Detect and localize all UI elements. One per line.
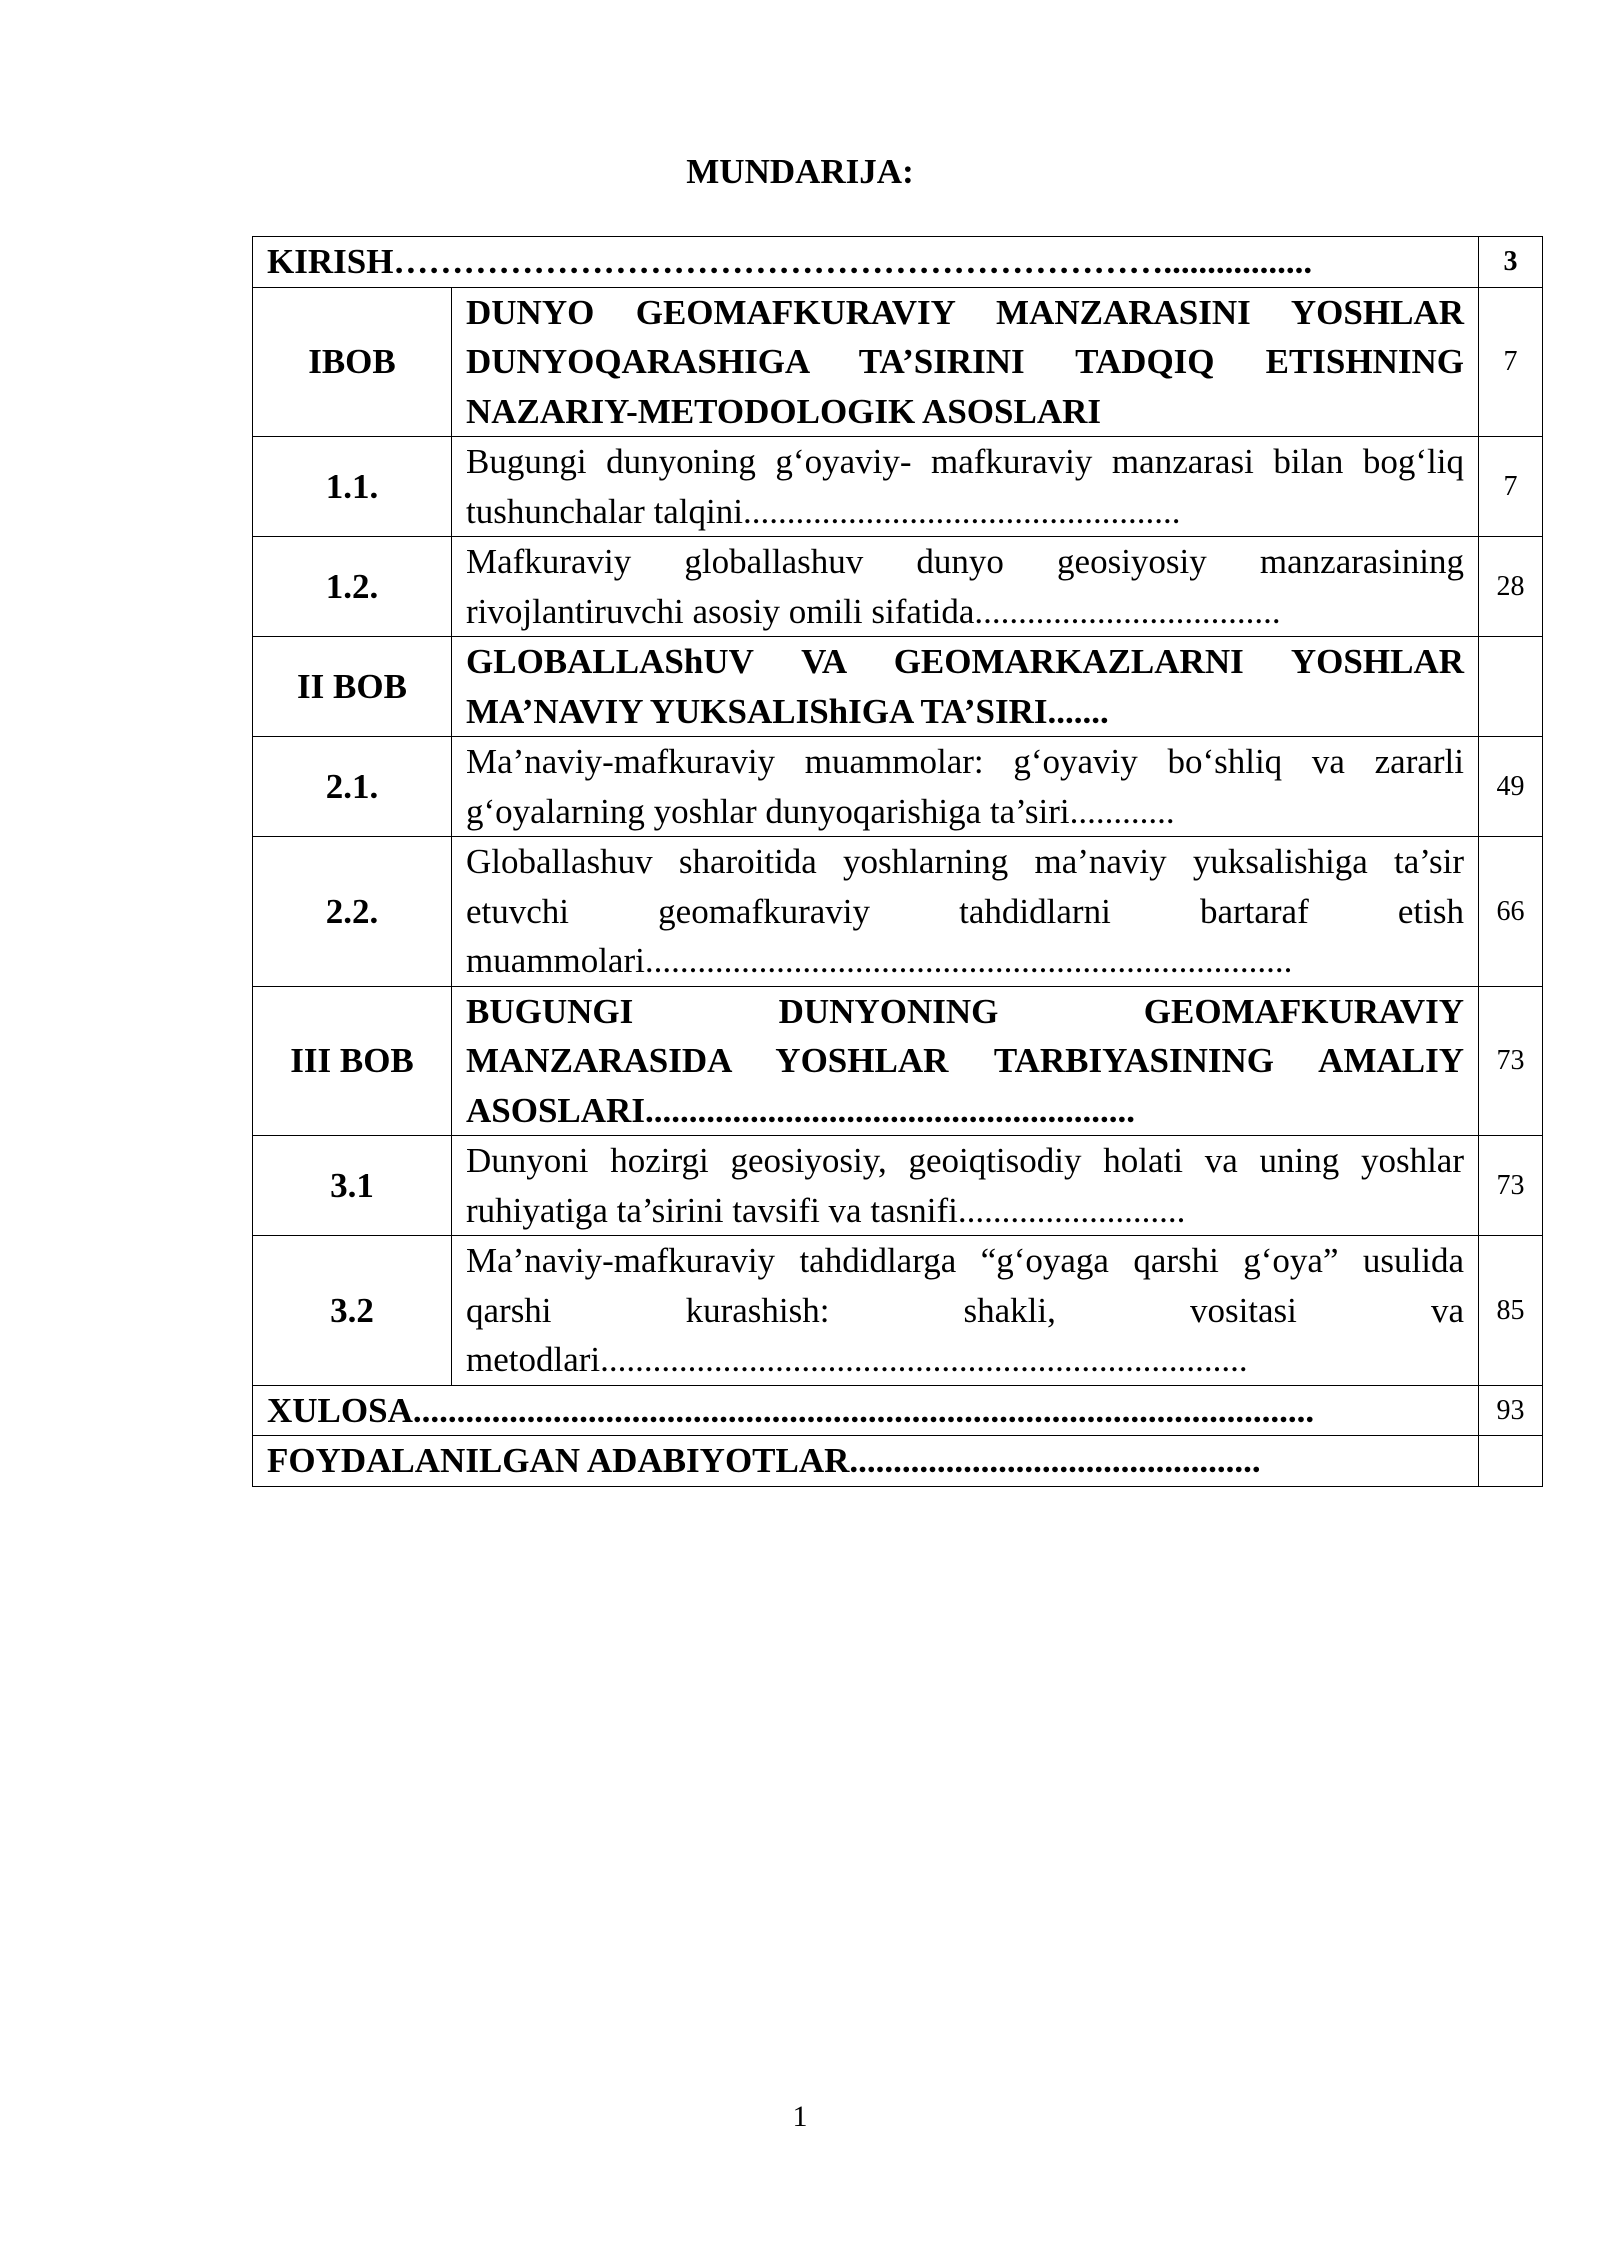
toc-entry-label: KIRISH…………………………………………………………................. — [253, 237, 1479, 288]
toc-page-number: 73 — [1479, 1136, 1543, 1236]
toc-row-kirish — [253, 237, 1543, 288]
section-number: 1.2. — [253, 537, 452, 637]
toc-page-number: 85 — [1479, 1236, 1543, 1386]
chapter-title: BUGUNGI DUNYONING GEOMAFKURAVIY MANZARASIDA YOSHLAR TARBIYASINING AMALIY ASOSLARI........................................................ — [452, 986, 1479, 1136]
toc-page-number: 66 — [1479, 837, 1543, 987]
section-number: 3.2 — [253, 1236, 452, 1386]
toc-row-section-3-1 — [253, 1136, 1543, 1236]
chapter-number: IBOB — [253, 287, 452, 437]
toc-page-number: 28 — [1479, 537, 1543, 637]
section-number: 2.2. — [253, 837, 452, 987]
toc-row-chapter-3 — [253, 986, 1543, 1136]
toc-page-number — [1479, 1436, 1543, 1487]
toc-page-number: 49 — [1479, 737, 1543, 837]
toc-page-number: 3 — [1479, 237, 1543, 288]
section-title: Dunyoni hozirgi geosiyosiy, geoiqtisodiy holati va uning yoshlar ruhiyatiga ta’sirini tavsifi va tasnifi.......................... — [452, 1136, 1479, 1236]
toc-row-chapter-1 — [253, 287, 1543, 437]
toc-page-number — [1479, 637, 1543, 737]
toc-row-section-2-2 — [253, 837, 1543, 987]
toc-row-section-1-1 — [253, 437, 1543, 537]
section-number: 2.1. — [253, 737, 452, 837]
table-of-contents — [252, 236, 1543, 1487]
section-title: Mafkuraviy globallashuv dunyo geosiyosiy manzarasining rivojlantiruvchi asosiy omili sifatida................................... — [452, 537, 1479, 637]
section-title: Ma’naviy-mafkuraviy tahdidlarga “g‘oyaga qarshi g‘oya” usulida qarshi kurashish: shakli, vositasi va metodlari.......................................................................... — [452, 1236, 1479, 1386]
toc-row-section-1-2 — [253, 537, 1543, 637]
section-title: Globallashuv sharoitida yoshlarning ma’naviy yuksalishiga ta’sir etuvchi geomafkuraviy tahdidlarni bartaraf etish muammolari.......................................................................... — [452, 837, 1479, 987]
chapter-title: GLOBALLAShUV VA GEOMARKAZLARNI YOSHLAR MA’NAVIY YUKSALIShIGA TA’SIRI....... — [452, 637, 1479, 737]
section-number: 3.1 — [253, 1136, 452, 1236]
section-title: Bugungi dunyoning g‘oyaviy- mafkuraviy manzarasi bilan bog‘liq tushunchalar talqini.................................................. — [452, 437, 1479, 537]
toc-row-chapter-2 — [253, 637, 1543, 737]
page-title: MUNDARIJA: — [686, 152, 914, 191]
toc-row-section-3-2 — [253, 1236, 1543, 1386]
section-number: 1.1. — [253, 437, 452, 537]
toc-page-number: 7 — [1479, 287, 1543, 437]
toc-entry-label: XULOSA....................................................................................................... — [253, 1385, 1479, 1436]
chapter-number: III BOB — [253, 986, 452, 1136]
chapter-number: II BOB — [253, 637, 452, 737]
toc-entry-label: FOYDALANILGAN ADABIYOTLAR............................................... — [253, 1436, 1479, 1487]
toc-row-xulosa — [253, 1385, 1543, 1436]
toc-row-section-2-1 — [253, 737, 1543, 837]
section-title: Ma’naviy-mafkuraviy muammolar: g‘oyaviy bo‘shliq va zararli g‘oyalarning yoshlar dunyoqarishiga ta’siri............ — [452, 737, 1479, 837]
toc-page-number: 93 — [1479, 1385, 1543, 1436]
toc-page-number: 73 — [1479, 986, 1543, 1136]
page-number: 1 — [792, 2100, 808, 2133]
toc-page-number: 7 — [1479, 437, 1543, 537]
chapter-title: DUNYO GEOMAFKURAVIY MANZARASINI YOSHLAR DUNYOQARASHIGA TA’SIRINI TADQIQ ETISHNING NAZARIY-METODOLOGIK ASOSLARI — [452, 287, 1479, 437]
toc-row-adabiyotlar — [253, 1436, 1543, 1487]
